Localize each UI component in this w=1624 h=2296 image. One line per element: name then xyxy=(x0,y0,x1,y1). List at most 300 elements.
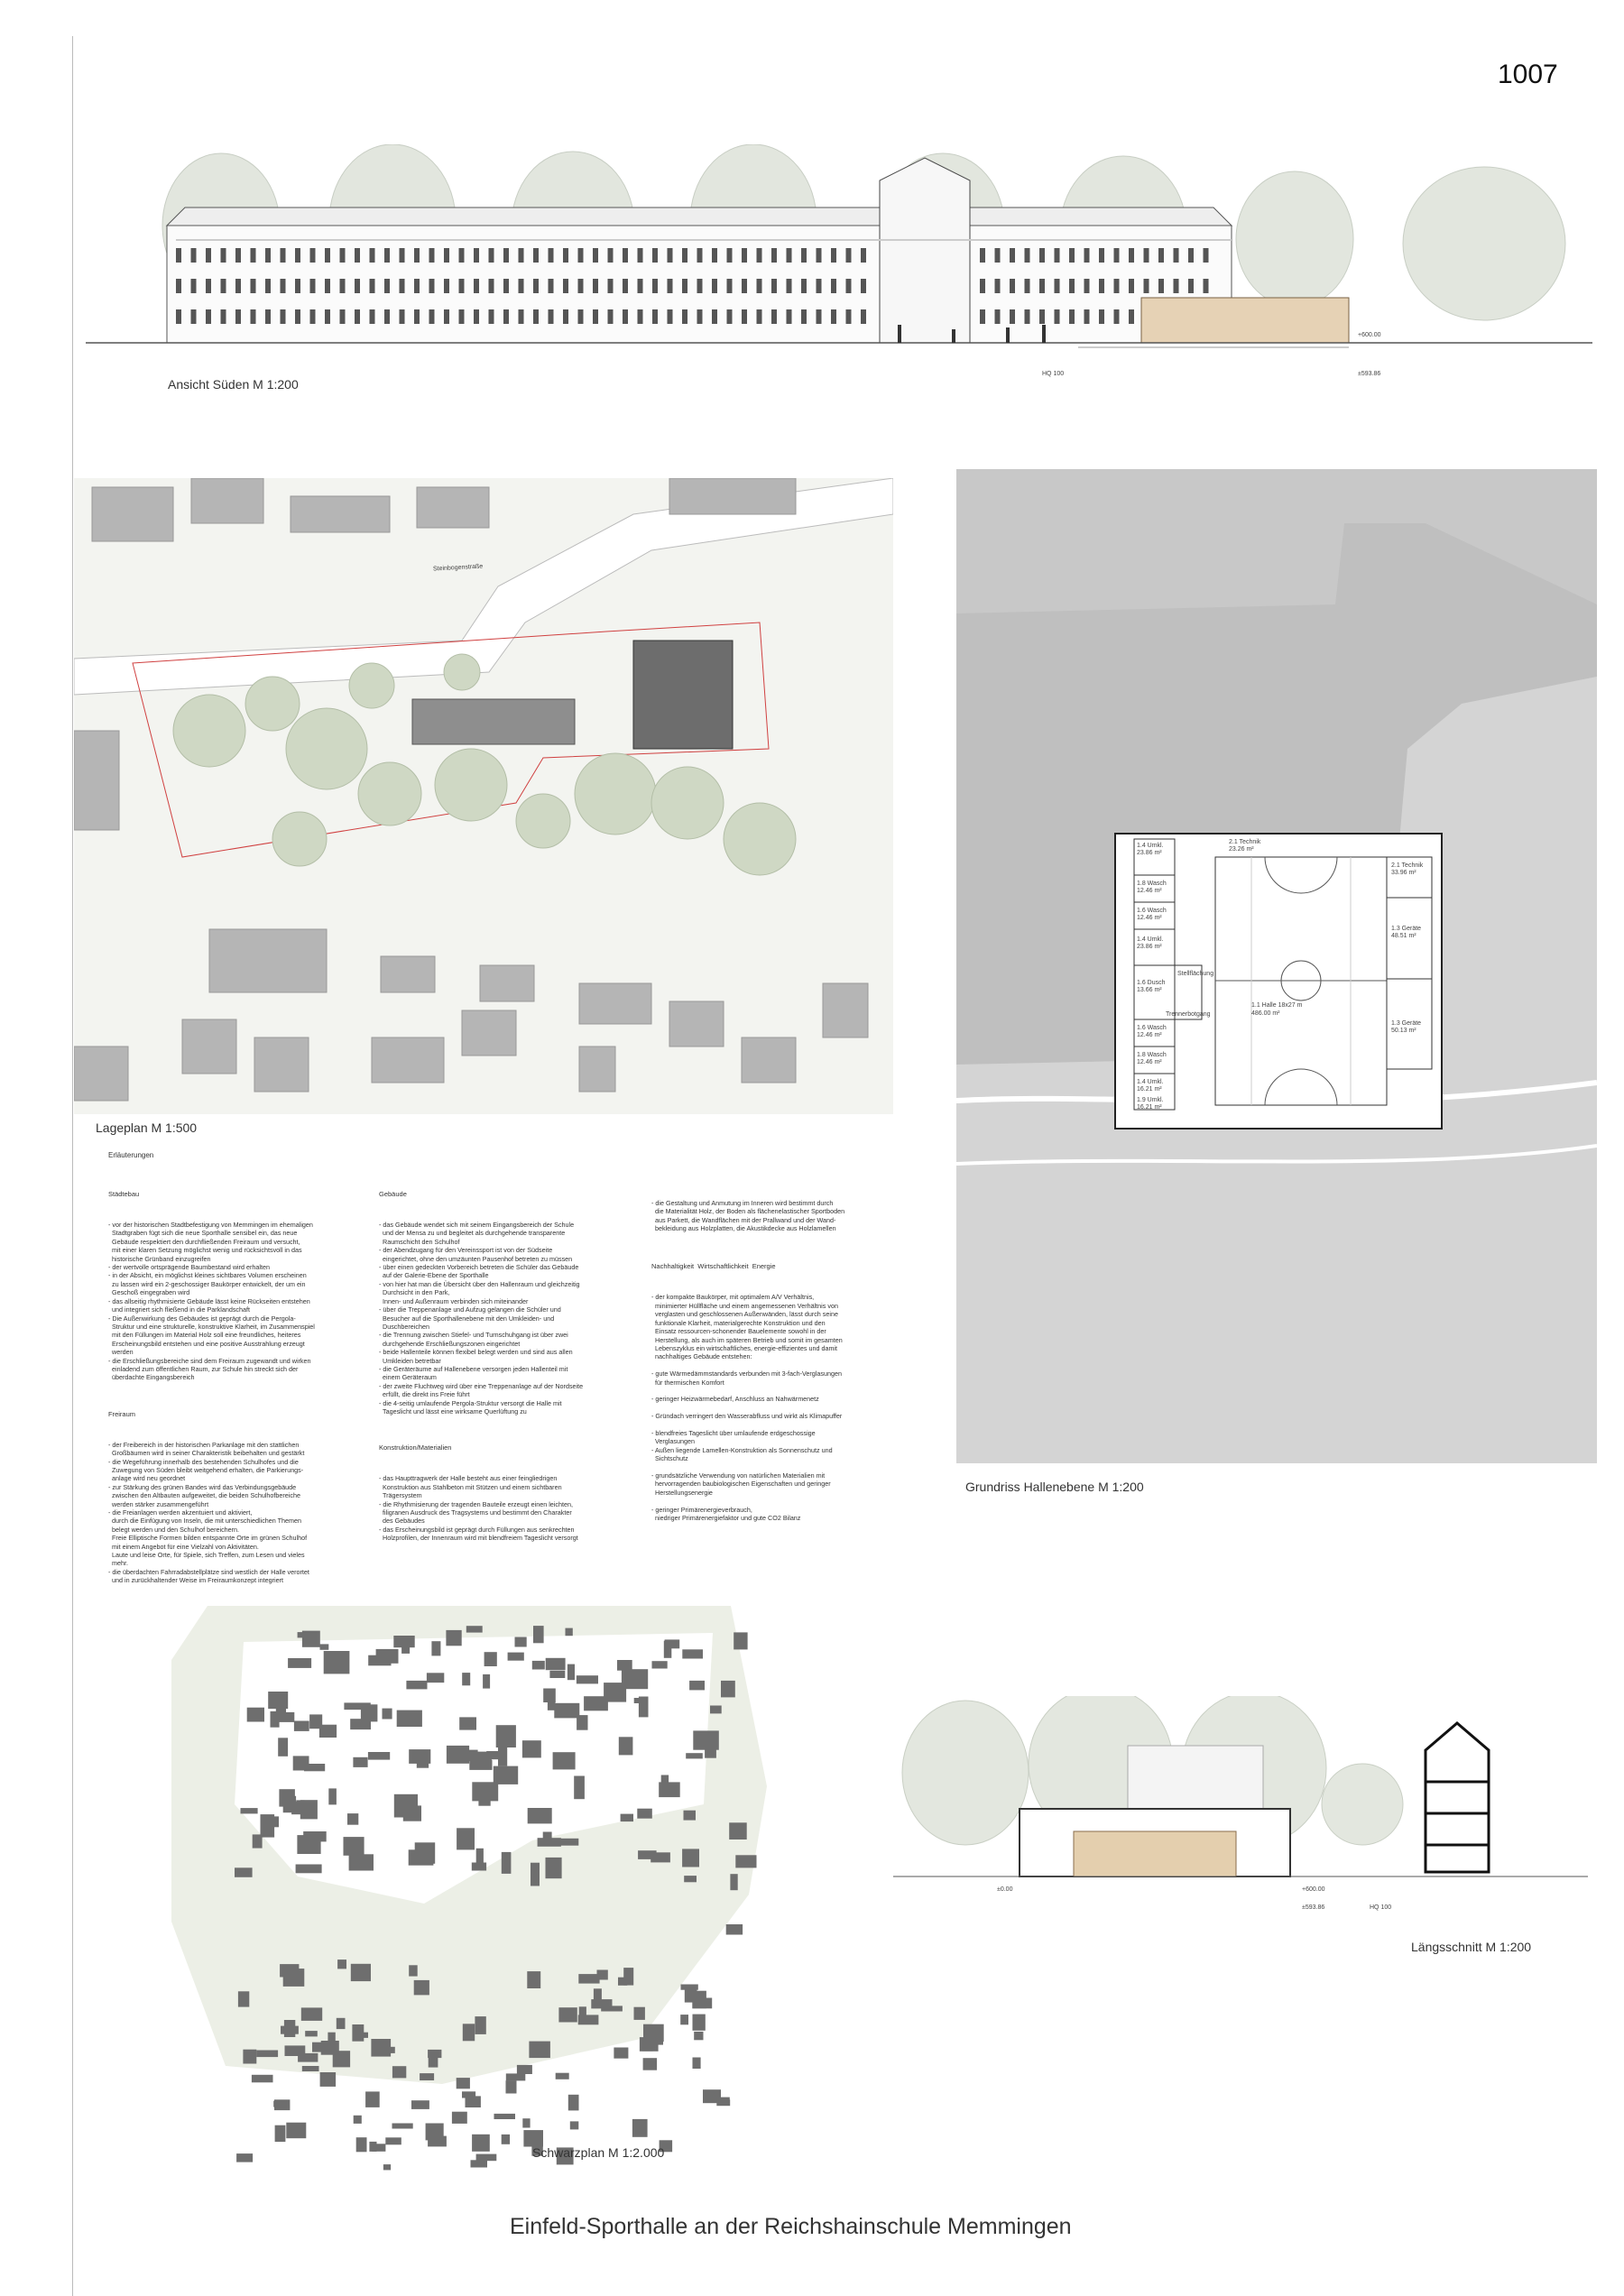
figure-ground-building xyxy=(319,1725,337,1738)
floor-plan-tech-label: 2.1 Technik xyxy=(1229,839,1261,845)
facade-window xyxy=(1055,309,1060,324)
facade-window xyxy=(370,248,375,263)
facade-window xyxy=(1114,309,1120,324)
figure-ground-building xyxy=(623,1968,633,1986)
figure-ground-building xyxy=(553,1752,576,1769)
facade-window xyxy=(340,248,346,263)
facade-window xyxy=(563,248,568,263)
figure-ground-building xyxy=(543,1832,552,1840)
facade-window xyxy=(221,309,226,324)
figure-ground-building xyxy=(661,1775,669,1787)
facade-window xyxy=(1144,279,1149,293)
figure-ground-building xyxy=(554,1703,579,1719)
explanation-column-3 xyxy=(651,1182,922,1531)
figure-ground-building xyxy=(710,1706,722,1714)
facade-window xyxy=(459,248,465,263)
section-level-b: ±593.86 xyxy=(1302,1904,1325,1911)
figure-ground-building xyxy=(689,1681,705,1691)
facade-window xyxy=(1069,248,1075,263)
facade-window xyxy=(429,279,435,293)
facade-window xyxy=(757,279,762,293)
facade-window xyxy=(176,309,181,324)
facade-window xyxy=(295,248,300,263)
figure-ground-building xyxy=(597,1970,608,1980)
figure-ground-building xyxy=(515,1637,527,1647)
facade-window xyxy=(638,279,643,293)
figure-ground-building xyxy=(275,2125,286,2142)
explanation-column-2 xyxy=(379,1167,650,1551)
facade-window xyxy=(1144,248,1149,263)
facade-window xyxy=(459,309,465,324)
elevation-level-hq: HQ 100 xyxy=(1042,371,1065,377)
facade-window xyxy=(370,279,375,293)
figure-ground-building xyxy=(457,2078,470,2089)
facade-window xyxy=(489,248,494,263)
figure-ground-building xyxy=(496,1725,516,1747)
figure-ground-caption: Schwarzplan M 1:2.000 xyxy=(532,2145,665,2160)
facade-window xyxy=(787,309,792,324)
figure-ground-building xyxy=(285,2045,306,2056)
figure-ground-building xyxy=(494,1766,518,1784)
facade-window xyxy=(1025,309,1030,324)
figure-ground-building xyxy=(236,2153,253,2162)
figure-ground-building xyxy=(734,1632,747,1649)
figure-ground-building xyxy=(594,1988,602,2005)
facade-window xyxy=(1129,309,1134,324)
facade-window xyxy=(712,248,717,263)
facade-window xyxy=(727,309,733,324)
figure-ground-building xyxy=(466,1626,483,1632)
facade-window xyxy=(578,279,584,293)
figure-ground-building xyxy=(235,1867,253,1877)
figure-ground-building xyxy=(684,1811,697,1821)
facade-window xyxy=(668,248,673,263)
facade-window xyxy=(638,309,643,324)
figure-ground-building xyxy=(328,2033,335,2042)
figure-ground-building xyxy=(427,1673,444,1683)
section-level-hq: HQ 100 xyxy=(1370,1904,1392,1911)
facade-window xyxy=(235,309,241,324)
figure-ground-building xyxy=(414,1980,429,1996)
figure-ground-building xyxy=(371,2039,391,2057)
facade-window xyxy=(355,248,360,263)
figure-ground-building xyxy=(349,1854,374,1870)
floor-plan-room6-area: 12.46 m² xyxy=(1137,1032,1162,1038)
facade-window xyxy=(623,279,628,293)
section-level-c: ±0.00 xyxy=(997,1886,1013,1893)
floor-plan-room1-label: 1.4 Umkl. xyxy=(1137,843,1164,849)
figure-ground-building xyxy=(459,1717,476,1729)
figure-ground-building xyxy=(566,1628,573,1637)
figure-ground-building xyxy=(558,2007,577,2022)
facade-window xyxy=(191,248,197,263)
facade-window xyxy=(787,248,792,263)
facade-window xyxy=(325,309,330,324)
facade-window xyxy=(176,248,181,263)
longitudinal-section-drawing xyxy=(893,1696,1588,1904)
facade-window xyxy=(608,279,614,293)
facade-window xyxy=(489,279,494,293)
facade-window xyxy=(831,248,836,263)
facade-window xyxy=(310,279,316,293)
figure-ground-building xyxy=(447,1746,469,1764)
figure-ground-building xyxy=(506,2080,517,2093)
figure-ground-building xyxy=(475,2016,485,2034)
figure-ground-building xyxy=(401,1639,410,1654)
site-plan-street-label: Steinbogenstraße xyxy=(432,563,484,573)
figure-ground-building xyxy=(529,2042,550,2059)
explanation-col3-text-1: - der kompakte Baukörper, mit optimalem A/V Verhältnis, minimierter Hüllfläche und einem angemessenen Verhältnis von verglasten und geschlossenen Außenwänden, lässt durch seine funktionale Klarheit, materialgerechte Konstruktion und den Einsatz ressourcen-schonender Bauelemente sowohl in der Herstellung, als auch im späteren Betrieb und somit im gesamten Lebenszyklus ein wirtschaftliches, energie-effizientes und damit nachhaltiges Gebäude entstehen: - gute Wärmedämmstandards verbunden mit 3-fach-Verglasungen für thermischen Komfort - geringer Heizwärmebedarf, Anschluss an Nahwärmenetz - Gründach verringert den Wasserabfluss und wirkt als Klimapuffer - blendfreies Tageslicht über umlaufende erdgeschossige Verglasungen - Außen liegende Lamellen-Konstruktion als Sonnenschutz und Sichtschutz - grundsätzliche Verwendung von natürlichen Materialien mit hervorragenden baubiologischen Eigenschaften und geringer Herstellungsenergie - geringer Primärenergieverbrauch, niedriger Primärenergiefaktor und gute CO2 Bilanz xyxy=(651,1293,843,1523)
figure-ground-building xyxy=(680,2015,688,2024)
facade-window xyxy=(325,248,330,263)
facade-window xyxy=(474,309,479,324)
figure-ground-building xyxy=(452,2112,467,2124)
figure-ground-plan xyxy=(171,1606,812,2183)
facade-window xyxy=(623,248,628,263)
facade-window xyxy=(771,279,777,293)
facade-window xyxy=(771,248,777,263)
facade-window xyxy=(489,309,494,324)
figure-ground-building xyxy=(365,2091,380,2107)
facade-window xyxy=(682,248,687,263)
facade-window xyxy=(1099,279,1104,293)
figure-ground-building xyxy=(278,1712,295,1722)
facade-window xyxy=(533,279,539,293)
facade-window xyxy=(295,279,300,293)
facade-window xyxy=(817,248,822,263)
facade-window xyxy=(384,248,390,263)
floor-plan-tech2-area: 33.96 m² xyxy=(1391,870,1416,876)
facade-window xyxy=(1188,279,1194,293)
facade-window xyxy=(817,279,822,293)
facade-window xyxy=(861,279,866,293)
figure-ground-building xyxy=(692,1998,712,2009)
floor-plan-room5-label: 1.6 Dusch xyxy=(1137,980,1166,986)
floor-plan-room4-area: 23.86 m² xyxy=(1137,944,1162,950)
sheet-border-left xyxy=(72,36,73,2296)
floor-plan-caption: Grundriss Hallenebene M 1:200 xyxy=(965,1480,1144,1494)
figure-ground-building xyxy=(281,2026,299,2034)
facade-window xyxy=(503,248,509,263)
explanation-col1-text-2: - der Freibereich in der historischen Parkanlage mit den stattlichen Großbäumen wird in seiner Charakteristik beibehalten und gestärkt - die Wegeführung innerhalb des bestehenden Schulhofes und die Zuwegung von Süden bleibt weitgehend erhalten, die Parkierungs- anlage wird neu geordnet - zur Stärkung des grünen Bandes wird das Verbindungsgebäude zwischen den Altbauten aufgeweitet, die beiden Schulhofbereiche werden stärker zusammengeführt - die Freianlagen werden akzentuiert und aktiviert, durch die Einfügung von Inseln, die mit unterschiedlichen Themen belegt werden und den Schulhof bereichern. Freie Elliptische Formen bilden entspannte Orte im grünen Schulhof mit einem Angebot für eine Vielzahl von Aktivitäten. Laute und leise Orte, für Spiele, sich Treffen, zum Lesen und vieles mehr. - die überdachten Fahrradabstellplätze sind westlich der Halle verortet und in zurückhaltender Weise im Freiraumkonzept integriert xyxy=(108,1440,309,1585)
facade-window xyxy=(801,309,807,324)
facade-window xyxy=(563,309,568,324)
figure-ground-building xyxy=(462,2091,475,2098)
facade-window xyxy=(191,279,197,293)
figure-ground-building xyxy=(522,1740,541,1757)
floor-plan-room7-label: 1.8 Wasch xyxy=(1137,1052,1167,1058)
facade-window xyxy=(846,248,852,263)
figure-ground-building xyxy=(376,1649,399,1664)
facade-window xyxy=(400,279,405,293)
facade-window xyxy=(414,248,420,263)
figure-ground-building xyxy=(528,1808,552,1823)
facade-window xyxy=(652,279,658,293)
figure-ground-building xyxy=(523,2130,543,2146)
facade-window xyxy=(757,248,762,263)
facade-window xyxy=(1084,279,1090,293)
facade-window xyxy=(355,309,360,324)
facade-window xyxy=(831,279,836,293)
figure-ground-building xyxy=(548,1701,556,1710)
facade-window xyxy=(281,279,286,293)
facade-window xyxy=(563,279,568,293)
facade-window xyxy=(995,248,1001,263)
south-elevation-drawing xyxy=(86,144,1592,379)
site-plan xyxy=(74,478,893,1114)
figure-ground-building xyxy=(283,1796,296,1812)
facade-window xyxy=(668,279,673,293)
floor-plan-room5-area: 13.66 m² xyxy=(1137,987,1162,993)
figure-ground-building xyxy=(392,2066,406,2078)
figure-ground-building xyxy=(417,1759,429,1767)
figure-ground-building xyxy=(409,1965,418,1976)
explanation-col2-heading-1: Gebäude xyxy=(379,1189,407,1198)
figure-ground-building xyxy=(681,1985,698,1990)
figure-ground-building xyxy=(543,1689,556,1703)
facade-window xyxy=(742,248,747,263)
facade-window xyxy=(995,279,1001,293)
facade-window xyxy=(1055,248,1060,263)
figure-ground-building xyxy=(278,1738,288,1757)
figure-ground-building xyxy=(684,1876,697,1882)
figure-ground-building xyxy=(273,2101,281,2107)
facade-window xyxy=(265,279,271,293)
figure-ground-building xyxy=(643,2024,664,2042)
figure-ground-building xyxy=(730,1874,737,1890)
floor-plan-room3-area: 12.46 m² xyxy=(1137,915,1162,921)
figure-ground-building xyxy=(549,1671,565,1678)
figure-ground-building xyxy=(693,2015,706,2031)
facade-window xyxy=(310,309,316,324)
floor-plan-room8-label: 1.4 Umkl. xyxy=(1137,1079,1164,1085)
explanation-column-1 xyxy=(108,1167,379,1593)
figure-ground-building xyxy=(639,1697,649,1718)
facade-window xyxy=(503,309,509,324)
explanation-col1-text-1: - vor der historischen Stadtbefestigung von Memmingen im ehemaligen Stadtgraben fügt sich die neue Sporthalle sensibel ein, das neue Gebäude respektiert den durchfließenden Freiraum und versucht, mit einer klaren Setzung möglichst wenig und rücksichtsvoll in das historische Grünband einzugreifen - der wertvolle ortsprägende Baumbestand wird erhalten - in der Absicht, ein möglichst kleines sichtbares Volumen erscheinen zu lassen wird ein 2-geschossiger Baukörper entwickelt, der um ein Geschoß eingegraben wird - das allseitig rhythmisierte Gebäude lässt keine Rückseiten entstehen und integriert sich fließend in die Parklandschaft - Die Außenwirkung des Gebäudes ist geprägt durch die Pergola- Struktur und eine strukturelle, konstruktive Klarheit, im Zusammenspiel mit den Füllungen im Material Holz soll eine freundliches, heiteres Erscheinungsbild entstehen und eine positive Ausstrahlung erzeugt werden - die Erschließungsbereiche sind dem Freiraum zugewandt und wirken einladend zum öffentlichen Raum, zur Schule hin streckt sich der überdachte Eingangsbereich xyxy=(108,1221,315,1382)
facade-window xyxy=(1158,248,1164,263)
figure-ground-building xyxy=(664,1641,672,1658)
facade-window xyxy=(980,309,985,324)
facade-window xyxy=(1055,279,1060,293)
facade-window xyxy=(801,248,807,263)
section-level-a: +600.00 xyxy=(1302,1886,1325,1893)
facade-window xyxy=(191,309,197,324)
facade-window xyxy=(1174,279,1179,293)
facade-window xyxy=(414,279,420,293)
floor-plan-tech-area: 23.26 m² xyxy=(1229,846,1254,853)
figure-ground-building xyxy=(502,2135,510,2144)
facade-window xyxy=(519,279,524,293)
figure-ground-building xyxy=(555,1839,579,1846)
floor-plan-room2-label: 1.8 Wasch xyxy=(1137,881,1167,887)
facade-window xyxy=(1188,248,1194,263)
figure-ground-building xyxy=(567,1664,575,1681)
facade-window xyxy=(176,279,181,293)
facade-window xyxy=(638,248,643,263)
explanation-col1-heading-1: Städtebau xyxy=(108,1189,140,1198)
figure-ground-building xyxy=(241,1808,258,1813)
figure-ground-building xyxy=(729,1822,747,1840)
figure-ground-building xyxy=(271,1711,280,1728)
figure-ground-building xyxy=(303,1831,327,1841)
facade-window xyxy=(444,309,449,324)
figure-ground-building xyxy=(268,1692,288,1709)
facade-window xyxy=(1010,279,1015,293)
figure-ground-building xyxy=(517,2065,532,2074)
figure-ground-building xyxy=(301,2007,322,2021)
figure-ground-building xyxy=(643,2058,658,2070)
floor-plan-corridor-label: Trennerbotgang xyxy=(1166,1011,1211,1018)
figure-ground-building xyxy=(527,1971,540,1988)
facade-window xyxy=(429,248,435,263)
figure-ground-building xyxy=(716,2099,730,2106)
facade-window xyxy=(1025,279,1030,293)
figure-ground-building xyxy=(721,1681,735,1698)
facade-window xyxy=(801,279,807,293)
figure-ground-building xyxy=(344,1837,364,1856)
floor-plan xyxy=(1114,833,1443,1130)
floor-plan-storage2-area: 50.13 m² xyxy=(1391,1028,1416,1034)
figure-ground-building xyxy=(368,1752,390,1760)
explanation-col2-text-1: - das Gebäude wendet sich mit seinem Eingangsbereich der Schule und der Mensa zu und begleitet als durchgehende transparente Raumschicht den Schulhof - der Abendzugang für den Vereinssport ist von der Südseite eingerichtet, ohne den umzäunten Pausenhof betreten zu müssen - über einen gedeckten Vorbereich betreten die Schüler das Gebäude auf der Galerie-Ebene der Sporthalle - von hier hat man die Übersicht über den Hallenraum und gleichzeitig Durchsicht in den Park, Innen- und Außenraum verbinden sich miteinander - über die Treppenanlage und Aufzug gelangen die Schüler und Besucher auf die Sporthallenebene mit den Umkleiden- und Duschbereichen - die Trennung zwischen Stiefel- und Turnschuhgang ist über zwei durchgehende Erschließungszonen eingerichtet - beide Hallenteile können flexibel belegt werden und sind aus allen Umkleiden betretbar - die Geräteräume auf Hallenebene versorgen jeden Hallenteil mit einem Geräteraum - der zweite Fluchtweg wird über eine Treppenanlage auf der Nordseite erfüllt, die direkt ins Freie führt - die 4-seitig umlaufende Pergola-Struktur versorgt die Halle mit Tageslicht und lässt eine wirksame Querlüftung zu xyxy=(379,1221,584,1415)
figure-ground-building xyxy=(726,1924,743,1935)
figure-ground-building xyxy=(305,2031,318,2036)
facade-window xyxy=(503,279,509,293)
facade-window xyxy=(251,248,256,263)
facade-window xyxy=(846,279,852,293)
facade-window xyxy=(831,309,836,324)
floor-plan-room4-label: 1.4 Umkl. xyxy=(1137,936,1164,943)
facade-window xyxy=(623,309,628,324)
facade-window xyxy=(697,279,703,293)
figure-ground-building xyxy=(304,1764,325,1771)
floor-plan-storage1-label: 1.3 Geräte xyxy=(1391,926,1422,932)
facade-window xyxy=(295,309,300,324)
floor-plan-storage1-area: 48.51 m² xyxy=(1391,933,1416,939)
facade-window xyxy=(1114,279,1120,293)
facade-window xyxy=(251,279,256,293)
floor-plan-hall-label: 1.1 Halle 18x27 m xyxy=(1251,1002,1303,1009)
facade-window xyxy=(787,279,792,293)
figure-ground-building xyxy=(682,1649,703,1658)
facade-window xyxy=(712,279,717,293)
figure-ground-building xyxy=(735,1855,756,1867)
facade-window xyxy=(340,309,346,324)
facade-window xyxy=(1025,248,1030,263)
floor-plan-room8-area: 16.21 m² xyxy=(1137,1086,1162,1093)
floor-plan-room6-label: 1.6 Wasch xyxy=(1137,1025,1167,1031)
figure-ground-building xyxy=(324,1651,350,1674)
figure-ground-building xyxy=(286,2123,306,2139)
floor-plan-room9-label: 1.9 Umkl. xyxy=(1137,1097,1164,1103)
figure-ground-building xyxy=(446,1630,461,1646)
figure-ground-building xyxy=(431,1641,440,1655)
facade-window xyxy=(370,309,375,324)
facade-window xyxy=(817,309,822,324)
figure-ground-building xyxy=(351,1964,371,1981)
figure-ground-building xyxy=(568,2095,579,2111)
facade-window xyxy=(519,309,524,324)
facade-window xyxy=(846,309,852,324)
facade-window xyxy=(771,309,777,324)
figure-ground-building xyxy=(686,1753,703,1758)
figure-ground-building xyxy=(617,1660,632,1671)
facade-window xyxy=(549,279,554,293)
facade-window xyxy=(1204,279,1209,293)
facade-window xyxy=(1084,248,1090,263)
facade-window xyxy=(1174,248,1179,263)
facade-window xyxy=(221,279,226,293)
floor-plan-room1-area: 23.86 m² xyxy=(1137,850,1162,856)
facade-window xyxy=(578,309,584,324)
facade-window xyxy=(235,279,241,293)
figure-ground-building xyxy=(498,1745,507,1766)
figure-ground-building xyxy=(337,1959,346,1969)
facade-window xyxy=(1204,248,1209,263)
facade-window xyxy=(608,248,614,263)
facade-window xyxy=(578,248,584,263)
floor-plan-stair-label: Stellflächung xyxy=(1177,971,1214,977)
figure-ground-building xyxy=(383,2164,391,2170)
elevation-caption: Ansicht Süden M 1:200 xyxy=(168,377,299,392)
floor-plan-room9-area: 16.21 m² xyxy=(1137,1104,1162,1111)
floor-plan-room7-area: 12.46 m² xyxy=(1137,1059,1162,1065)
facade-window xyxy=(861,248,866,263)
figure-ground-building xyxy=(556,2073,569,2079)
figure-ground-building xyxy=(354,2116,362,2124)
explanation-col2-heading-2: Konstruktion/Materialien xyxy=(379,1443,452,1452)
figure-ground-building xyxy=(469,1760,492,1770)
figure-ground-building xyxy=(682,1849,699,1867)
figure-ground-building xyxy=(471,2160,488,2167)
facade-window xyxy=(742,309,747,324)
facade-window xyxy=(459,279,465,293)
figure-ground-building xyxy=(532,1661,545,1670)
figure-ground-building xyxy=(372,2144,385,2152)
facade-window xyxy=(1099,309,1104,324)
facade-window xyxy=(265,248,271,263)
facade-window xyxy=(652,248,658,263)
figure-ground-building xyxy=(294,1721,309,1731)
figure-ground-building xyxy=(484,1652,497,1666)
facade-window xyxy=(757,309,762,324)
figure-ground-building xyxy=(652,1661,668,1668)
figure-ground-building xyxy=(693,2058,701,2070)
facade-window xyxy=(1129,248,1134,263)
facade-window xyxy=(1010,248,1015,263)
facade-window xyxy=(1039,279,1045,293)
facade-window xyxy=(325,279,330,293)
explanation-col3-heading-1: Nachhaltigkeit Wirtschaftlichkeit Energie xyxy=(651,1262,776,1271)
figure-ground-building xyxy=(578,1974,599,1984)
elevation-level-a: +600.00 xyxy=(1358,332,1381,338)
facade-window xyxy=(1084,309,1090,324)
figure-ground-building xyxy=(637,1809,652,1819)
figure-ground-building xyxy=(359,2033,368,2038)
sheet-title: Einfeld-Sporthalle an der Reichshainschule Memmingen xyxy=(510,2214,1072,2239)
figure-ground-building xyxy=(426,2124,444,2141)
figure-ground-building xyxy=(574,1776,585,1800)
figure-ground-building xyxy=(298,1632,317,1637)
facade-window xyxy=(384,309,390,324)
figure-ground-building xyxy=(261,1814,275,1838)
facade-window xyxy=(697,309,703,324)
figure-ground-building xyxy=(472,2135,490,2152)
figure-ground-building xyxy=(337,2018,346,2029)
facade-window xyxy=(355,279,360,293)
figure-ground-building xyxy=(694,2032,703,2040)
